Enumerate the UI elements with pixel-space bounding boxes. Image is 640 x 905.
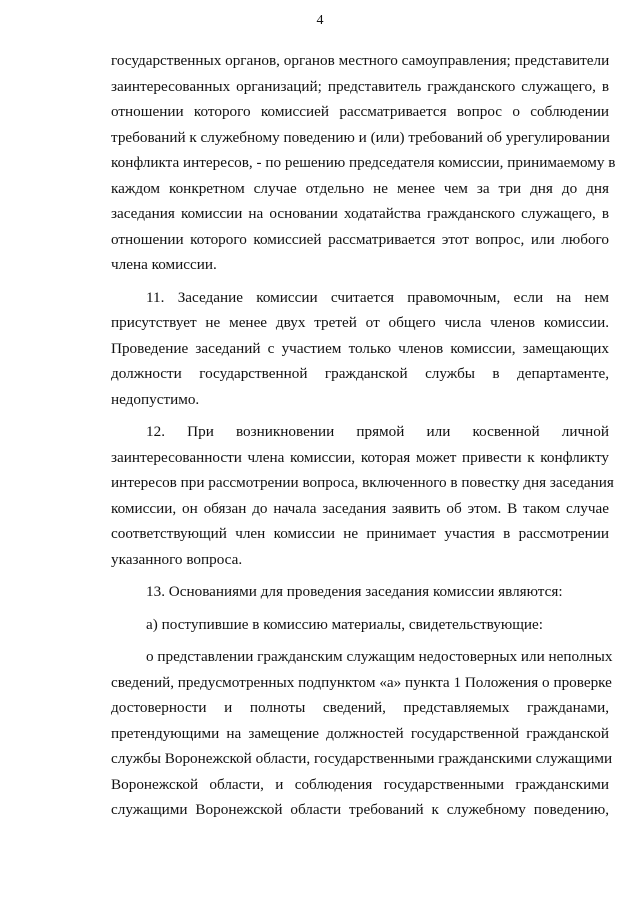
- text-line: должности государственной гражданской службы в департаменте,: [111, 365, 609, 382]
- text-line: присутствует не менее двух третей от общего числа членов комиссии.: [111, 314, 609, 331]
- text-line: Проведение заседаний с участием только членов комиссии, замещающих: [111, 339, 609, 357]
- text-line: службы Воронежской области, государственными гражданскими служащими: [111, 750, 613, 767]
- paragraph-continuation: [111, 48, 616, 278]
- text-line: претендующими на замещение должностей государственной гражданской: [111, 724, 609, 742]
- text-line: недопустимо.: [111, 390, 200, 408]
- text-line: соответствующий член комиссии не принимает участия в рассмотрении: [111, 525, 609, 542]
- text-line: отношении которого комиссией рассматривается этот вопрос, или любого: [111, 230, 609, 248]
- text-line: 13. Основаниями для проведения заседания комиссии являются:: [146, 583, 563, 600]
- document-body: [111, 48, 616, 830]
- text-line: интересов при рассмотрении вопроса, включенного в повестку дня заседания: [111, 474, 614, 491]
- page-number: 4: [316, 13, 324, 28]
- text-line: Воронежской области, и соблюдения государственными гражданскими: [111, 775, 609, 793]
- paragraph-13-a: [111, 612, 609, 638]
- text-line: 11. Заседание комиссии считается правомочным, если на нем: [146, 288, 609, 306]
- text-line: 12. При возникновении прямой или косвенной личной: [146, 423, 609, 440]
- text-line: заседания комиссии на основании ходатайства гражданского служащего, в: [111, 205, 609, 222]
- paragraph-13: [111, 579, 609, 605]
- paragraph-13-a-item: [111, 644, 613, 823]
- text-line: конфликта интересов, - по решению председателя комиссии, принимаемому в: [111, 154, 616, 171]
- text-line: указанного вопроса.: [111, 550, 243, 568]
- text-line: каждом конкретном случае отдельно не менее чем за три дня до дня: [111, 179, 609, 197]
- text-line: достоверности и полноты сведений, представляемых гражданами,: [111, 699, 609, 716]
- text-line: заинтересованных организаций; представитель гражданского служащего, в: [111, 77, 609, 95]
- text-line: а) поступившие в комиссию материалы, свидетельствующие:: [146, 615, 543, 633]
- text-line: государственных органов, органов местного самоуправления; представители: [111, 52, 610, 69]
- text-line: комиссии, он обязан до начала заседания заявить об этом. В таком случае: [111, 499, 609, 517]
- text-line: о представлении гражданским служащим недостоверных или неполных: [146, 648, 613, 665]
- text-line: отношении которого комиссией рассматривается вопрос о соблюдении: [111, 103, 609, 120]
- paragraph-11: [111, 285, 609, 413]
- paragraph-12: [111, 419, 614, 572]
- text-line: требований к служебному поведению и (или) требований об урегулировании: [111, 128, 610, 146]
- text-line: служащими Воронежской области требований к служебному поведению,: [111, 801, 609, 818]
- text-line: заинтересованности члена комиссии, которая может привести к конфликту: [111, 448, 609, 466]
- text-line: сведений, предусмотренных подпунктом «а» пункта 1 Положения о проверке: [111, 673, 612, 691]
- text-line: члена комиссии.: [111, 256, 217, 273]
